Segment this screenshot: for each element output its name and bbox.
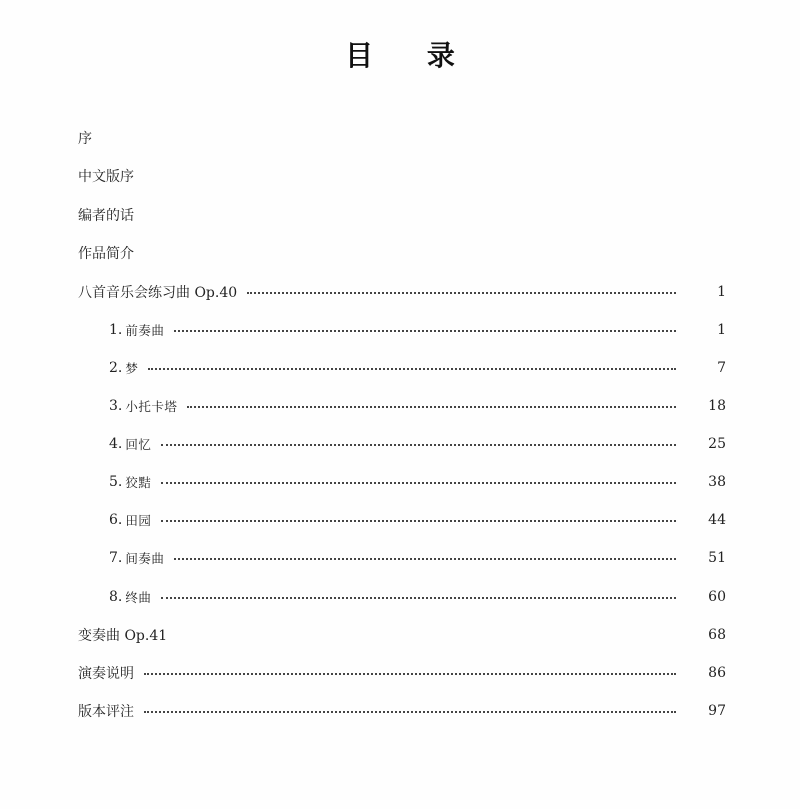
toc-entry-label: 间奏曲 (125, 551, 165, 566)
toc-entry-sub-6[interactable] (0, 509, 800, 531)
dot-leader (247, 292, 676, 294)
toc-entry-label: 前奏曲 (125, 323, 165, 338)
toc-entry-sub-7[interactable] (0, 547, 800, 569)
dot-leader (148, 368, 676, 370)
toc-entry-preface[interactable] (0, 127, 800, 149)
toc-entry-sub-3[interactable] (0, 395, 800, 417)
toc-entry-label: 变奏曲 Op.41 (78, 628, 168, 644)
dot-leader (161, 482, 676, 484)
toc-page-number: 1 (717, 322, 726, 338)
toc-page-number: 68 (708, 627, 726, 643)
dot-leader (144, 711, 676, 713)
toc-page-number: 38 (708, 474, 726, 490)
toc-entry-sub-5[interactable] (0, 471, 800, 493)
toc-entry-label: 回忆 (125, 437, 152, 452)
dot-leader (174, 558, 676, 560)
toc-entry-number: 5. (109, 474, 123, 490)
dot-leader (187, 406, 676, 408)
toc-entry-number: 6. (109, 512, 123, 528)
toc-entry-label: 狡黠 (125, 475, 152, 490)
toc-entry-edition-commentary[interactable] (0, 700, 800, 722)
toc-entry-label: 小托卡塔 (125, 399, 178, 414)
toc-entry-number: 3. (109, 398, 123, 414)
toc-entry-editor-note[interactable] (0, 204, 800, 226)
toc-entry-introduction[interactable] (0, 242, 800, 264)
toc-entry-label: 终曲 (125, 590, 152, 605)
toc-page-number: 25 (708, 436, 726, 452)
toc-page-number: 51 (708, 550, 726, 566)
toc-entry-label: 演奏说明 (78, 666, 134, 682)
toc-entry-number: 7. (109, 550, 123, 566)
toc-entry-label: 八首音乐会练习曲 Op.40 (78, 285, 238, 301)
toc-entry-label: 田园 (125, 513, 152, 528)
toc-page-number: 1 (717, 284, 726, 300)
toc-entry-op40[interactable] (0, 281, 800, 303)
dot-leader (161, 597, 676, 599)
toc-page-number: 97 (708, 703, 726, 719)
toc-entry-chinese-preface[interactable] (0, 165, 800, 187)
toc-entry-sub-2[interactable] (0, 357, 800, 379)
toc-entry-number: 8. (109, 589, 123, 605)
toc-page-number: 86 (708, 665, 726, 681)
toc-page-number: 18 (708, 398, 726, 414)
toc-entry-number: 4. (109, 436, 123, 452)
toc-entry-sub-4[interactable] (0, 433, 800, 455)
toc-entry-label: 作品简介 (78, 246, 134, 262)
toc-entry-label: 版本评注 (78, 704, 134, 720)
toc-entry-label: 编者的话 (78, 208, 134, 224)
dot-leader (144, 673, 676, 675)
dot-leader (161, 444, 676, 446)
dot-leader (174, 330, 676, 332)
toc-page-number: 60 (708, 589, 726, 605)
toc-entry-label: 序 (78, 131, 92, 147)
toc-entry-label: 中文版序 (78, 169, 134, 185)
toc-entry-number: 2. (109, 360, 123, 376)
toc-entry-sub-8[interactable] (0, 586, 800, 608)
page-title: 目 录 (345, 39, 477, 72)
toc-entry-number: 1. (109, 322, 123, 338)
dot-leader (161, 520, 676, 522)
toc-entry-performance-notes[interactable] (0, 662, 800, 684)
toc-entry-op41[interactable] (0, 624, 800, 646)
toc-page-number: 44 (708, 512, 726, 528)
toc-entry-sub-1[interactable] (0, 319, 800, 341)
toc-page-number: 7 (717, 360, 726, 376)
toc-entry-label: 梦 (125, 361, 139, 376)
